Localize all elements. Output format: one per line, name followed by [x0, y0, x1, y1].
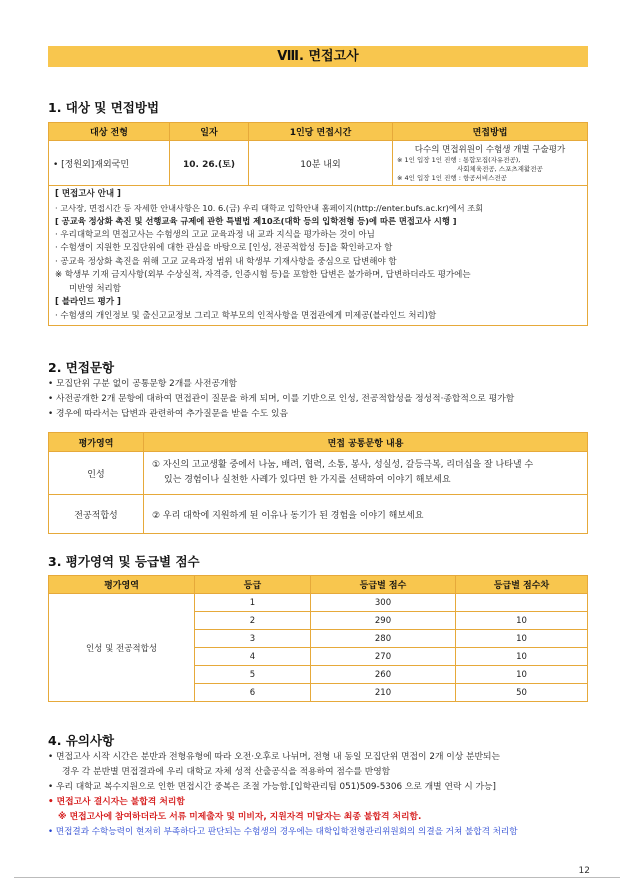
- section-4-title: 4. 유의사항: [48, 733, 115, 748]
- section-2-bullets: [48, 377, 514, 422]
- section-banner: Ⅷ. 면접고사: [48, 46, 588, 67]
- cell-score: 270: [311, 648, 456, 666]
- announce-heading-1: [ 면접고사 안내 ]: [55, 189, 121, 199]
- announce-line: · 우리대학교의 면접고사는 수험생의 고교 교육과정 내 교과 지식을 평가하는 것이 아님: [55, 229, 375, 240]
- col-score: 등급별 점수: [311, 576, 456, 594]
- announcement-cell: [49, 186, 588, 326]
- col-date: 일자: [170, 123, 249, 141]
- cell-diff: 10: [456, 666, 588, 684]
- method-note-1: ※ 1인 입장 1인 진행 : 통합모집(자유전공),: [397, 155, 521, 164]
- notice-list: [48, 750, 518, 840]
- cell-area: 인성 및 전공적합성: [49, 594, 195, 702]
- method-main: 다수의 면접위원이 수험생 개별 구술평가: [414, 144, 566, 155]
- cell-grade: 5: [195, 666, 311, 684]
- col-question: 면접 공통문항 내용: [144, 433, 588, 452]
- table-header-row: [49, 433, 588, 452]
- cell-area: 전공적합성: [49, 495, 144, 534]
- table-row: [49, 452, 588, 495]
- page-number: 12: [578, 866, 590, 876]
- col-area: 평가영역: [49, 576, 195, 594]
- method-note-1b: 사회체육전공, 스포츠재활전공: [457, 164, 543, 173]
- announce-line: · 고사장, 면접시간 등 자세한 안내사항은 10. 6.(금) 우리 대학교 입학안내 홈페이지(http://enter.bufs.ac.kr)에서 조회: [55, 202, 484, 213]
- table-header-row: [49, 123, 588, 141]
- section-3-title: 3. 평가영역 및 등급별 점수: [48, 554, 200, 569]
- table-row: [49, 594, 588, 612]
- cell-score: 210: [311, 684, 456, 702]
- cell-area: 인성: [49, 452, 144, 495]
- interview-method-table: [48, 122, 588, 326]
- announce-line: · 공교육 정상화 촉진을 위해 고교 교육과정 범위 내 학생부 기재사항을 중심으로 답변해야 함: [55, 256, 397, 267]
- announce-heading-3: [ 블라인드 평가 ]: [55, 297, 121, 307]
- cell-grade: 2: [195, 612, 311, 630]
- cell-grade: 1: [195, 594, 311, 612]
- table-row: [49, 141, 588, 186]
- cell-grade: 3: [195, 630, 311, 648]
- announce-heading-2: [ 공교육 정상화 촉진 및 선행교육 규제에 관한 특별법 제10조(대학 등의 입학전형 등)에 따른 면접고사 시행 ]: [55, 216, 457, 226]
- announce-line: ※ 학생부 기재 금지사항(외부 수상실적, 자격증, 인증시험 등)을 포함한 답변은 불가하며, 답변하더라도 평가에는: [55, 270, 471, 280]
- announce-line: · 수험생이 지원한 모집단위에 대한 관심을 바탕으로 [인성, 전공적합성 등]을 확인하고자 함: [55, 243, 393, 253]
- cell-score: 290: [311, 612, 456, 630]
- notice-item-info: • 면접결과 수학능력이 현저히 부족하다고 판단되는 수험생의 경우에는 대학입학전형관리위원회의 의결을 거쳐 불합격 처리함: [48, 827, 518, 837]
- notice-item: • 우리 대학교 복수지원으로 인한 면접시간 중복은 조절 가능함.[입학관리팀 051)509-5306 으로 개별 연락 시 가능]: [48, 782, 496, 792]
- cell-question: [144, 495, 588, 534]
- notice-item: 경우 각 분반별 면접결과에 우리 대학교 자체 성적 산출공식을 적용하여 점수를 반영함: [62, 767, 391, 777]
- cell-diff: 10: [456, 648, 588, 666]
- col-diff: 등급별 점수차: [456, 576, 588, 594]
- cell-time: 10분 내외: [249, 141, 393, 186]
- cell-date: 10. 26.(토): [170, 141, 249, 186]
- col-area: 평가영역: [49, 433, 144, 452]
- section-1-title: 1. 대상 및 면접방법: [48, 100, 160, 115]
- section-2-title: 2. 면접문항: [48, 360, 115, 375]
- cell-method: [393, 141, 588, 186]
- notice-item-warning: ※ 면접고사에 참여하더라도 서류 미제출자 및 미비자, 지원자격 미달자는 최종 불합격 처리함.: [58, 812, 422, 822]
- cell-grade: 4: [195, 648, 311, 666]
- table-row: [49, 495, 588, 534]
- method-note-2: ※ 4인 입장 1인 진행 : 항공서비스전공: [397, 173, 507, 182]
- table-header-row: [49, 576, 588, 594]
- cell-diff: 10: [456, 612, 588, 630]
- bullet-item: • 사전공개한 2개 문항에 대하여 면접관이 질문을 하게 되며, 이를 기반으로 인성, 전공적합성을 정성적·종합적으로 평가함: [48, 394, 515, 404]
- question-line: ① 자신의 고교생활 중에서 나눔, 배려, 협력, 소통, 봉사, 성실성, 갈등극복, 리더십을 잘 나타낼 수: [152, 460, 534, 470]
- bullet-item: • 모집단위 구분 없이 공통문항 2개를 사전공개함: [48, 379, 238, 389]
- col-time: 1인당 면접시간: [249, 123, 393, 141]
- notice-item-warning: • 면접고사 결시자는 불합격 처리함: [48, 797, 185, 807]
- question-line: ② 우리 대학에 지원하게 된 이유나 동기가 된 경험을 이야기 해보세요: [152, 510, 424, 521]
- cell-grade: 6: [195, 684, 311, 702]
- cell-question: [144, 452, 588, 495]
- announcement-row: [49, 186, 588, 326]
- col-method: 면접방법: [393, 123, 588, 141]
- cell-diff: 50: [456, 684, 588, 702]
- cell-score: 280: [311, 630, 456, 648]
- cell-score: 300: [311, 594, 456, 612]
- footer-divider: [14, 877, 620, 878]
- col-grade: 등급: [195, 576, 311, 594]
- score-table: [48, 575, 588, 702]
- interview-question-table: [48, 432, 588, 534]
- announce-line: · 수험생의 개인정보 및 출신고교정보 그리고 학부모의 인적사항을 면접관에게 미제공(블라인드 처리)함: [55, 310, 437, 321]
- cell-target: • [정원외]재외국민: [49, 141, 170, 186]
- question-line: 있는 경험이나 실천한 사례가 있다면 한 가지를 선택하여 이야기 해보세요: [164, 475, 451, 485]
- notice-item: • 면접고사 시작 시간은 분반과 전형유형에 따라 오전·오후로 나뉘며, 전형 내 동일 모집단위 면접이 2개 이상 분반되는: [48, 752, 501, 762]
- bullet-item: • 경우에 따라서는 답변과 관련하여 추가질문을 받을 수도 있음: [48, 409, 289, 419]
- cell-score: 260: [311, 666, 456, 684]
- cell-diff: [456, 594, 588, 612]
- col-target: 대상 전형: [49, 123, 170, 141]
- cell-diff: 10: [456, 630, 588, 648]
- announce-line: 미반영 처리함: [69, 283, 121, 294]
